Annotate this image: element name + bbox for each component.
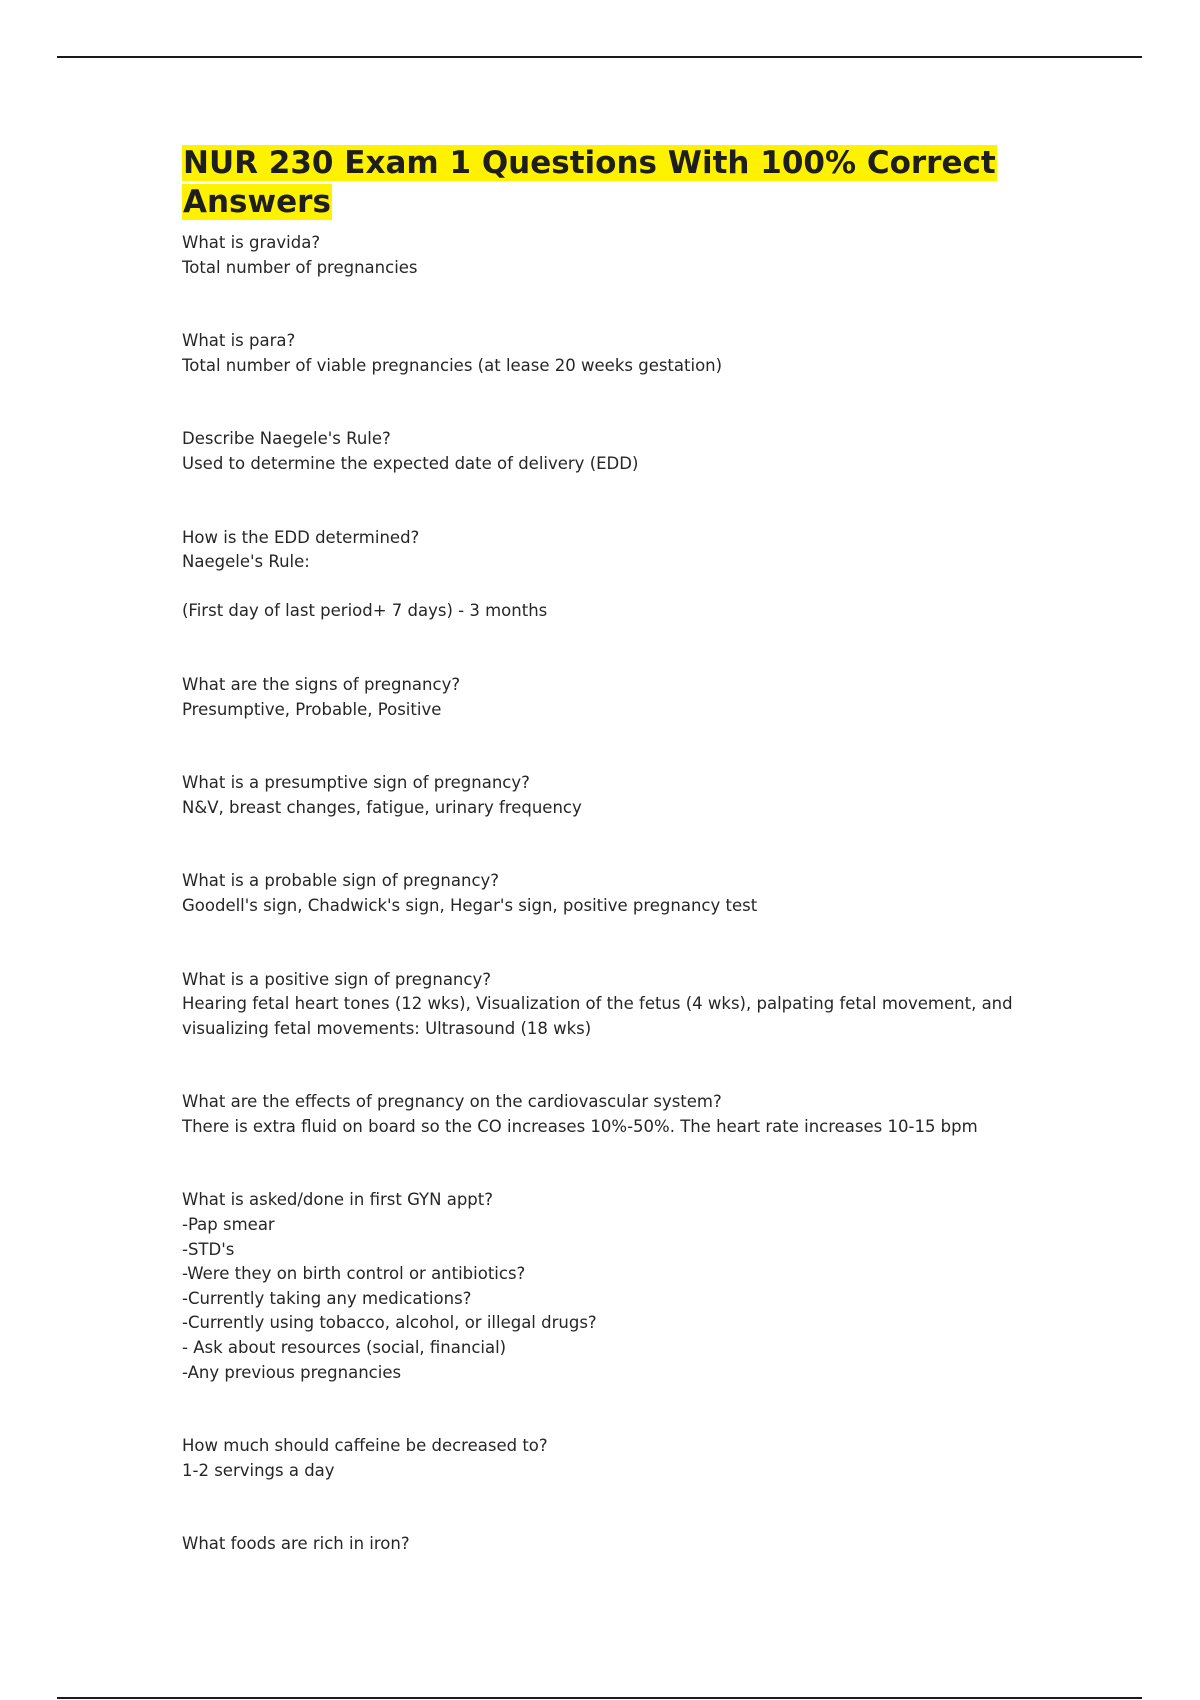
question-text: What are the effects of pregnancy on the cardiovascular system? — [182, 1092, 722, 1112]
answer-list-item: - Ask about resources (social, financial) — [182, 1338, 507, 1358]
qa-item-caffeine — [182, 1434, 1062, 1483]
answer-text: Presumptive, Probable, Positive — [182, 699, 442, 719]
qa-item-signs — [182, 673, 1062, 722]
question-text: What is asked/done in first GYN appt? — [182, 1190, 493, 1210]
question-text: What is a probable sign of pregnancy? — [182, 871, 500, 891]
qa-item-gyn-appt — [182, 1188, 1062, 1385]
answer-list-item: -Pap smear — [182, 1215, 275, 1235]
answer-text-formula: (First day of last period+ 7 days) - 3 months — [182, 601, 548, 621]
title-highlight: NUR 230 Exam 1 Questions With 100% Correct Answers — [183, 145, 996, 220]
document-body — [182, 144, 1062, 1557]
answer-list-item: -Any previous pregnancies — [182, 1362, 402, 1382]
question-text: How much should caffeine be decreased to? — [182, 1436, 548, 1456]
answer-text: Naegele's Rule: — [182, 552, 310, 572]
question-text: What is a positive sign of pregnancy? — [182, 969, 491, 989]
question-text: What are the signs of pregnancy? — [182, 674, 461, 694]
answer-text: Total number of pregnancies — [182, 257, 418, 277]
answer-list-item: -Currently taking any medications? — [182, 1288, 472, 1308]
answer-list-item: -Currently using tobacco, alcohol, or illegal drugs? — [182, 1313, 597, 1333]
qa-item-naegele — [182, 427, 1062, 476]
qa-item-iron-foods — [182, 1532, 1062, 1557]
question-text: How is the EDD determined? — [182, 527, 420, 547]
qa-item-para — [182, 329, 1062, 378]
answer-list-item: -Were they on birth control or antibiotics? — [182, 1264, 526, 1284]
footer-rule — [57, 1697, 1142, 1699]
answer-list-item: -STD's — [182, 1239, 235, 1259]
blank-line — [182, 575, 1062, 600]
question-text: Describe Naegele's Rule? — [182, 429, 391, 449]
question-text: What foods are rich in iron? — [182, 1534, 410, 1554]
qa-item-presumptive — [182, 771, 1062, 820]
header-rule — [57, 56, 1142, 58]
question-text: What is gravida? — [182, 233, 321, 252]
qa-item-gravida — [182, 231, 1062, 280]
answer-text: Used to determine the expected date of delivery (EDD) — [182, 453, 639, 473]
answer-text: 1-2 servings a day — [182, 1460, 335, 1480]
answer-text: Hearing fetal heart tones (12 wks), Visualization of the fetus (4 wks), palpating fetal movement, and visualizing fetal movements: Ultrasound (18 wks) — [182, 994, 1018, 1038]
qa-item-positive — [182, 968, 1062, 1042]
qa-item-probable — [182, 869, 1062, 918]
answer-text: Goodell's sign, Chadwick's sign, Hegar's sign, positive pregnancy test — [182, 895, 758, 915]
document-title — [182, 144, 1062, 222]
answer-text: There is extra fluid on board so the CO increases 10%-50%. The heart rate increases 10-15 bpm — [182, 1116, 978, 1136]
question-text: What is para? — [182, 331, 296, 351]
answer-text: N&V, breast changes, fatigue, urinary frequency — [182, 797, 582, 817]
qa-item-edd — [182, 526, 1062, 624]
question-text: What is a presumptive sign of pregnancy? — [182, 773, 530, 793]
qa-item-cardiovascular — [182, 1090, 1062, 1139]
answer-text: Total number of viable pregnancies (at lease 20 weeks gestation) — [182, 355, 723, 375]
